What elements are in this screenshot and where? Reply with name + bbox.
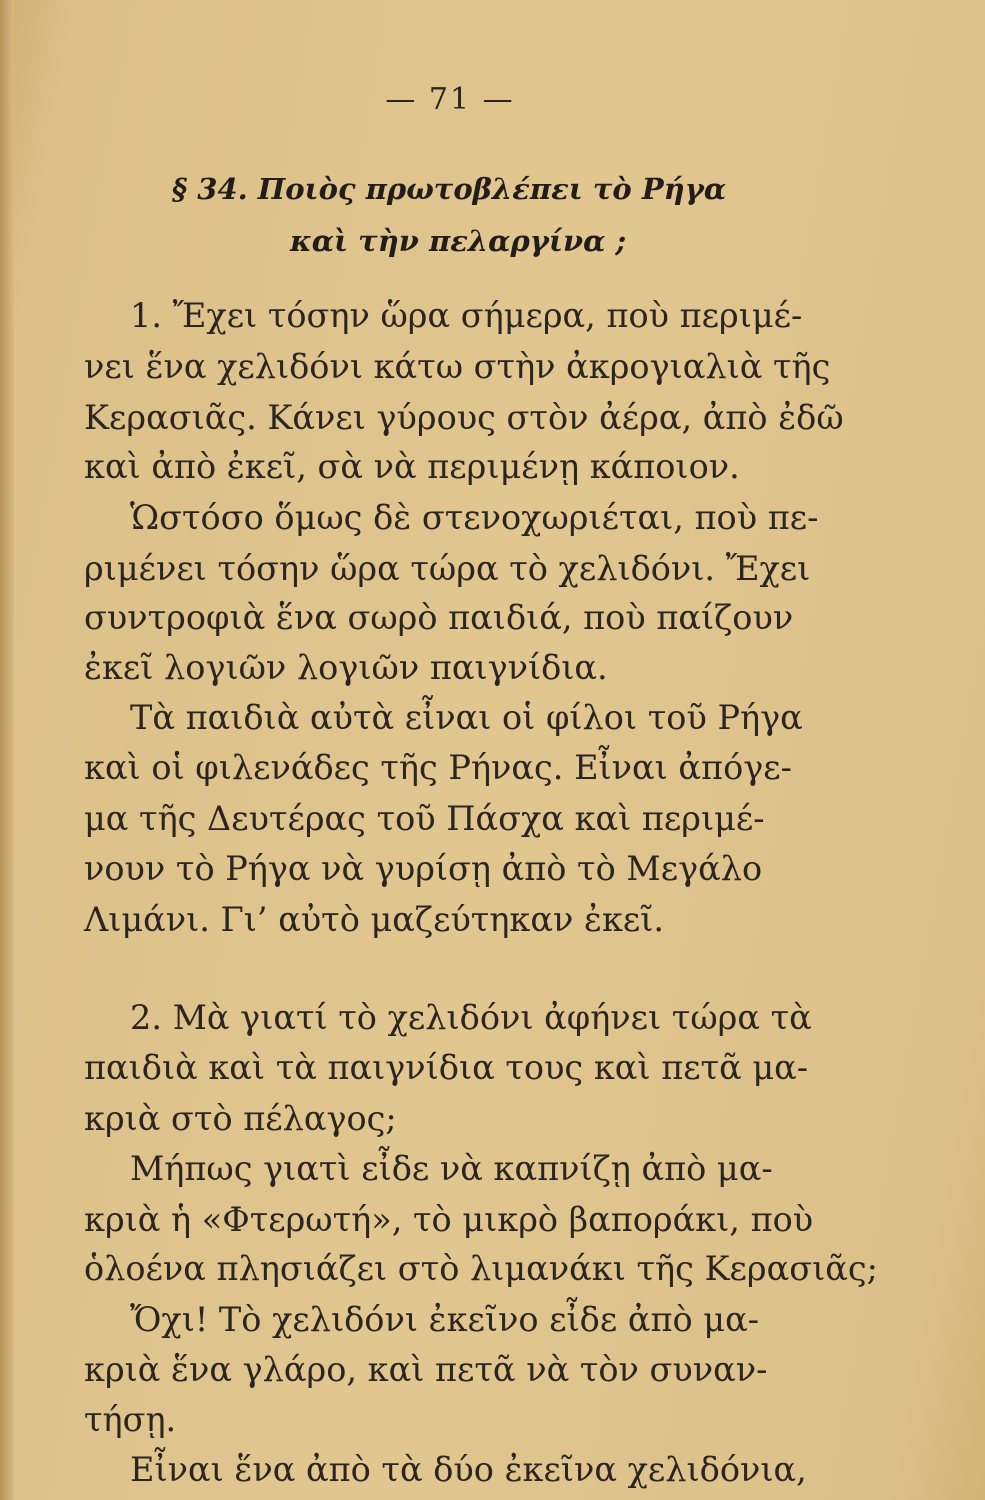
text-line: καὶ ἀπὸ ἐκεῖ, σὰ νὰ περιμένῃ κάποιον. bbox=[84, 447, 740, 486]
text-line: κριὰ στὸ πέλαγος; bbox=[84, 1099, 397, 1138]
text-line: τήσῃ. bbox=[84, 1400, 177, 1439]
text-line: Μήπως γιατὶ εἶδε νὰ καπνίζῃ ἀπὸ μα- bbox=[130, 1149, 773, 1188]
text-line: Λιμάνι. Γι’ αὐτὸ μαζεύτηκαν ἐκεῖ. bbox=[84, 900, 665, 939]
section-heading-line-2: καὶ τὴν πελαργίνα ; bbox=[290, 224, 627, 258]
text-line: 1. Ἔχει τόσην ὥρα σήμερα, ποὺ περιμέ- bbox=[130, 296, 803, 335]
text-line: κριὰ ἕνα γλάρο, καὶ πετᾶ νὰ τὸν συναν- bbox=[84, 1350, 768, 1389]
text-line: 2. Μὰ γιατί τὸ χελιδόνι ἀφήνει τώρα τὰ bbox=[130, 998, 812, 1037]
text-line: Ὡστόσο ὅμως δὲ στενοχωριέται, ποὺ πε- bbox=[130, 498, 819, 537]
text-line: κριὰ ἡ «Φτερωτή», τὸ μικρὸ βαποράκι, ποὺ bbox=[84, 1200, 814, 1239]
text-line: καὶ οἱ φιλενάδες τῆς Ρήνας. Εἶναι ἀπόγε- bbox=[84, 748, 792, 787]
text-line: ὁλοένα πλησιάζει στὸ λιμανάκι τῆς Κερασιᾶς; bbox=[84, 1249, 878, 1288]
text-line: συντροφιὰ ἕνα σωρὸ παιδιά, ποὺ παίζουν bbox=[84, 598, 794, 637]
text-line: νουν τὸ Ρήγα νὰ γυρίσῃ ἀπὸ τὸ Μεγάλο bbox=[84, 849, 763, 888]
page-number: — 71 — bbox=[385, 82, 515, 117]
text-line: μα τῆς Δευτέρας τοῦ Πάσχα καὶ περιμέ- bbox=[84, 799, 765, 838]
text-line: Εἶναι ἕνα ἀπὸ τὰ δύο ἐκεῖνα χελιδόνια, bbox=[130, 1450, 807, 1489]
text-line: ἐκεῖ λογιῶν λογιῶν παιγνίδια. bbox=[84, 648, 608, 687]
text-line: ριμένει τόσην ὥρα τώρα τὸ χελιδόνι. Ἔχει bbox=[84, 549, 811, 588]
text-line: Τὰ παιδιὰ αὐτὰ εἶναι οἱ φίλοι τοῦ Ρήγα bbox=[130, 698, 803, 737]
text-line: Ὄχι! Τὸ χελιδόνι ἐκεῖνο εἶδε ἀπὸ μα- bbox=[130, 1300, 760, 1339]
text-line: παιδιὰ καὶ τὰ παιγνίδια τους καὶ πετᾶ μα- bbox=[84, 1048, 809, 1087]
page-spine-shadow bbox=[0, 0, 14, 1500]
text-line: νει ἕνα χελιδόνι κάτω στὴν ἀκρογιαλιὰ τῆς bbox=[84, 347, 831, 386]
section-heading-line-1: § 34. Ποιὸς πρωτοβλέπει τὸ Ρήγα bbox=[172, 172, 727, 206]
text-line: Κερασιᾶς. Κάνει γύρους στὸν ἀέρα, ἀπὸ ἐδῶ bbox=[84, 398, 844, 437]
